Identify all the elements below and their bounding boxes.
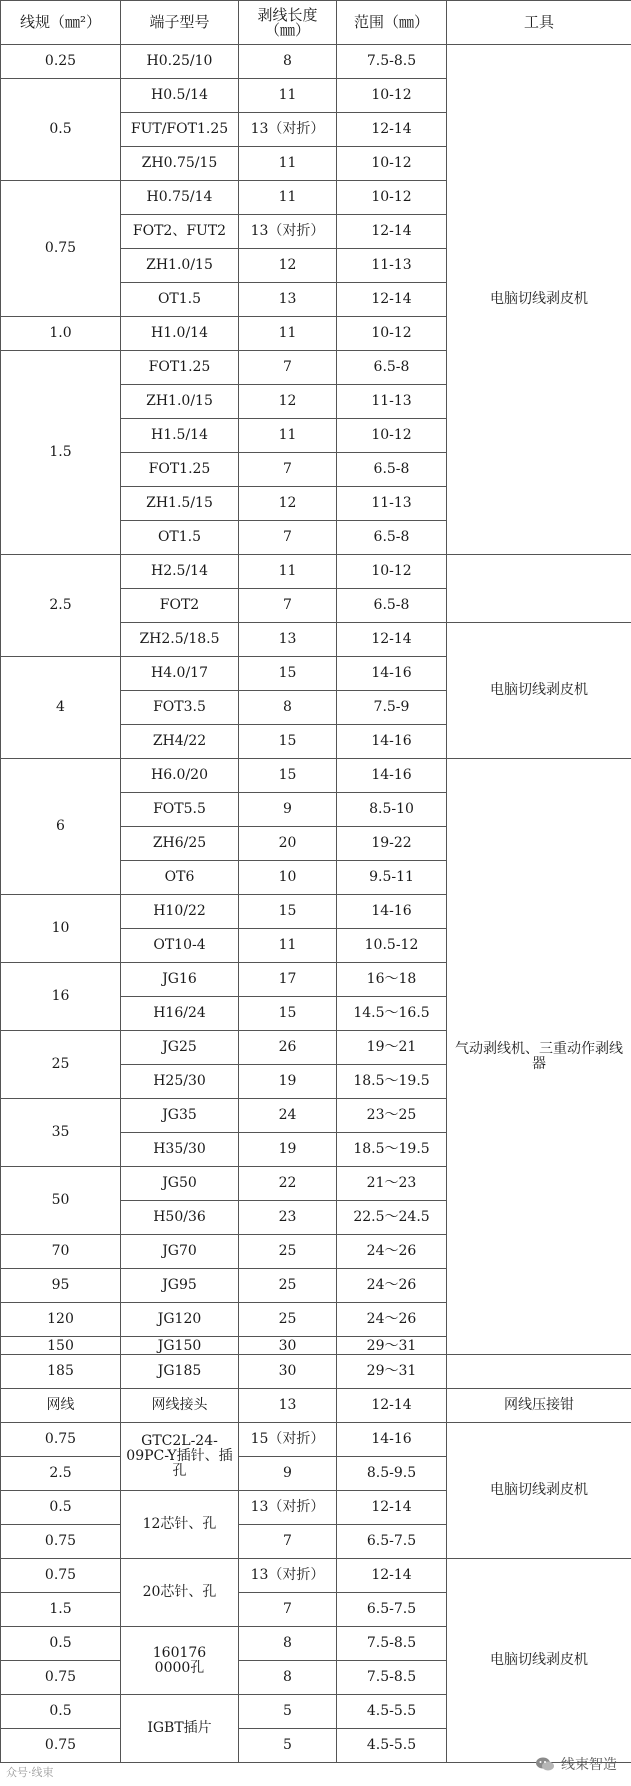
- length-cell: 8: [239, 1627, 337, 1661]
- length-cell: 11: [239, 79, 337, 113]
- length-cell: 30: [239, 1337, 337, 1355]
- header-tool: 工具: [447, 1, 631, 45]
- range-cell: 10-12: [337, 555, 447, 589]
- length-cell: 26: [239, 1031, 337, 1065]
- terminal-cell: ZH0.75/15: [121, 147, 239, 181]
- terminal-cell: FUT/FOT1.25: [121, 113, 239, 147]
- range-cell: 19-22: [337, 827, 447, 861]
- length-cell: 11: [239, 929, 337, 963]
- length-cell: 9: [239, 1457, 337, 1491]
- terminal-cell: OT10-4: [121, 929, 239, 963]
- length-cell: 5: [239, 1729, 337, 1763]
- range-cell: 10-12: [337, 147, 447, 181]
- gauge-cell: 70: [1, 1235, 121, 1269]
- length-cell: 17: [239, 963, 337, 997]
- table-row: [1, 1423, 631, 1457]
- gauge-cell: 1.5: [1, 1593, 121, 1627]
- range-cell: 8.5-10: [337, 793, 447, 827]
- range-cell: 10-12: [337, 181, 447, 215]
- gauge-cell: 0.75: [1, 1423, 121, 1457]
- terminal-cell: 网线接头: [121, 1389, 239, 1423]
- length-cell: 8: [239, 691, 337, 725]
- terminal-cell: H50/36: [121, 1201, 239, 1235]
- length-cell: 7: [239, 351, 337, 385]
- length-cell: 8: [239, 1661, 337, 1695]
- length-cell: 19: [239, 1065, 337, 1099]
- watermark-left: 众号·线束: [6, 1766, 54, 1779]
- length-cell: 15: [239, 725, 337, 759]
- header-gauge: 线规（㎜²）: [1, 1, 121, 45]
- range-cell: 22.5～24.5: [337, 1201, 447, 1235]
- range-cell: 10-12: [337, 79, 447, 113]
- terminal-cell: FOT2: [121, 589, 239, 623]
- gauge-cell: 0.75: [1, 1559, 121, 1593]
- header-strip-length: 剥线长度（㎜）: [239, 1, 337, 45]
- terminal-cell: ZH6/25: [121, 827, 239, 861]
- range-cell: 6.5-8: [337, 453, 447, 487]
- terminal-cell: JG185: [121, 1355, 239, 1389]
- range-cell: 14-16: [337, 759, 447, 793]
- gauge-cell: 120: [1, 1303, 121, 1337]
- terminal-cell: H10/22: [121, 895, 239, 929]
- terminal-cell: JG16: [121, 963, 239, 997]
- gauge-cell: 0.75: [1, 1525, 121, 1559]
- range-cell: 4.5-5.5: [337, 1695, 447, 1729]
- gauge-cell: 10: [1, 895, 121, 963]
- range-cell: 6.5-8: [337, 589, 447, 623]
- length-cell: 25: [239, 1303, 337, 1337]
- table-header-row: [1, 1, 631, 45]
- range-cell: 11-13: [337, 385, 447, 419]
- range-cell: 7.5-8.5: [337, 1661, 447, 1695]
- range-cell: 11-13: [337, 249, 447, 283]
- terminal-cell: H0.75/14: [121, 181, 239, 215]
- range-cell: 21～23: [337, 1167, 447, 1201]
- range-cell: 24～26: [337, 1303, 447, 1337]
- range-cell: 7.5-8.5: [337, 45, 447, 79]
- terminal-cell: 20芯针、孔: [121, 1559, 239, 1627]
- range-cell: 12-14: [337, 1389, 447, 1423]
- terminal-cell: JG120: [121, 1303, 239, 1337]
- range-cell: 14-16: [337, 657, 447, 691]
- range-cell: 7.5-8.5: [337, 1627, 447, 1661]
- length-cell: 15: [239, 895, 337, 929]
- length-cell: 12: [239, 385, 337, 419]
- terminal-cell: H4.0/17: [121, 657, 239, 691]
- terminal-cell: H1.0/14: [121, 317, 239, 351]
- range-cell: 4.5-5.5: [337, 1729, 447, 1763]
- terminal-cell: GTC2L-24-09PC-Y插针、插孔: [121, 1423, 239, 1491]
- length-cell: 7: [239, 589, 337, 623]
- terminal-cell: JG25: [121, 1031, 239, 1065]
- length-cell: 9: [239, 793, 337, 827]
- terminal-cell: OT6: [121, 861, 239, 895]
- range-cell: 29～31: [337, 1337, 447, 1355]
- range-cell: 12-14: [337, 623, 447, 657]
- terminal-cell: ZH1.0/15: [121, 385, 239, 419]
- length-cell: 13（对折）: [239, 1491, 337, 1525]
- length-cell: 30: [239, 1355, 337, 1389]
- terminal-cell: H35/30: [121, 1133, 239, 1167]
- range-cell: 18.5～19.5: [337, 1065, 447, 1099]
- range-cell: 7.5-9: [337, 691, 447, 725]
- range-cell: 18.5～19.5: [337, 1133, 447, 1167]
- length-cell: 15: [239, 657, 337, 691]
- length-cell: 7: [239, 1593, 337, 1627]
- terminal-cell: H25/30: [121, 1065, 239, 1099]
- watermark-text: 线束智造: [561, 1757, 617, 1773]
- range-cell: 14-16: [337, 725, 447, 759]
- range-cell: 24～26: [337, 1235, 447, 1269]
- terminal-cell: OT1.5: [121, 521, 239, 555]
- gauge-cell: 95: [1, 1269, 121, 1303]
- range-cell: 29～31: [337, 1355, 447, 1389]
- length-cell: 13（对折）: [239, 113, 337, 147]
- table-row: [1, 1355, 631, 1389]
- terminal-cell: H6.0/20: [121, 759, 239, 793]
- terminal-cell: FOT3.5: [121, 691, 239, 725]
- tool-cell: 电脑切线剥皮机: [447, 623, 631, 759]
- length-cell: 12: [239, 249, 337, 283]
- length-cell: 11: [239, 181, 337, 215]
- range-cell: 9.5-11: [337, 861, 447, 895]
- header-range: 范围（㎜）: [337, 1, 447, 45]
- length-cell: 20: [239, 827, 337, 861]
- length-cell: 7: [239, 1525, 337, 1559]
- range-cell: 10.5-12: [337, 929, 447, 963]
- header-terminal: 端子型号: [121, 1, 239, 45]
- terminal-cell: JG95: [121, 1269, 239, 1303]
- gauge-cell: 网线: [1, 1389, 121, 1423]
- length-cell: 11: [239, 147, 337, 181]
- tool-cell: 气动剥线机、三重动作剥线器: [447, 759, 631, 1355]
- length-cell: 11: [239, 317, 337, 351]
- range-cell: 6.5-7.5: [337, 1525, 447, 1559]
- range-cell: 8.5-9.5: [337, 1457, 447, 1491]
- terminal-cell: FOT2、FUT2: [121, 215, 239, 249]
- length-cell: 22: [239, 1167, 337, 1201]
- length-cell: 13（对折）: [239, 215, 337, 249]
- length-cell: 13: [239, 623, 337, 657]
- length-cell: 7: [239, 521, 337, 555]
- range-cell: 12-14: [337, 113, 447, 147]
- range-cell: 12-14: [337, 283, 447, 317]
- terminal-cell: H0.25/10: [121, 45, 239, 79]
- gauge-cell: 0.75: [1, 1661, 121, 1695]
- range-cell: 12-14: [337, 1559, 447, 1593]
- terminal-cell: JG50: [121, 1167, 239, 1201]
- range-cell: 12-14: [337, 215, 447, 249]
- tool-cell: 网线压接钳: [447, 1389, 631, 1423]
- terminal-cell: 12芯针、孔: [121, 1491, 239, 1559]
- terminal-cell: ZH1.0/15: [121, 249, 239, 283]
- length-cell: 23: [239, 1201, 337, 1235]
- range-cell: 6.5-8: [337, 521, 447, 555]
- gauge-cell: 0.5: [1, 79, 121, 181]
- length-cell: 5: [239, 1695, 337, 1729]
- gauge-cell: 0.25: [1, 45, 121, 79]
- gauge-cell: 0.75: [1, 1729, 121, 1763]
- gauge-cell: 185: [1, 1355, 121, 1389]
- terminal-cell: ZH1.5/15: [121, 487, 239, 521]
- table-row: [1, 45, 631, 79]
- length-cell: 7: [239, 453, 337, 487]
- length-cell: 15: [239, 759, 337, 793]
- range-cell: 14-16: [337, 1423, 447, 1457]
- range-cell: 11-13: [337, 487, 447, 521]
- gauge-cell: 2.5: [1, 1457, 121, 1491]
- gauge-cell: 0.75: [1, 181, 121, 317]
- gauge-cell: 0.5: [1, 1627, 121, 1661]
- length-cell: 15: [239, 997, 337, 1031]
- terminal-cell: FOT1.25: [121, 453, 239, 487]
- terminal-cell: OT1.5: [121, 283, 239, 317]
- table-row: [1, 1559, 631, 1593]
- gauge-cell: 25: [1, 1031, 121, 1099]
- gauge-cell: 150: [1, 1337, 121, 1355]
- range-cell: 14.5～16.5: [337, 997, 447, 1031]
- terminal-cell: H1.5/14: [121, 419, 239, 453]
- gauge-cell: 2.5: [1, 555, 121, 657]
- terminal-cell: H16/24: [121, 997, 239, 1031]
- range-cell: 14-16: [337, 895, 447, 929]
- range-cell: 6.5-8: [337, 351, 447, 385]
- range-cell: 23～25: [337, 1099, 447, 1133]
- length-cell: 25: [239, 1269, 337, 1303]
- length-cell: 19: [239, 1133, 337, 1167]
- tool-cell: 电脑切线剥皮机: [447, 45, 631, 555]
- range-cell: 6.5-7.5: [337, 1593, 447, 1627]
- terminal-cell: ZH4/22: [121, 725, 239, 759]
- table-row: [1, 759, 631, 793]
- terminal-cell: JG70: [121, 1235, 239, 1269]
- length-cell: 24: [239, 1099, 337, 1133]
- terminal-cell: JG35: [121, 1099, 239, 1133]
- terminal-cell: FOT5.5: [121, 793, 239, 827]
- terminal-cell: IGBT插片: [121, 1695, 239, 1763]
- length-cell: 8: [239, 45, 337, 79]
- watermark: [535, 1754, 617, 1774]
- table-row: [1, 1389, 631, 1423]
- wechat-icon: [535, 1756, 555, 1772]
- range-cell: 10-12: [337, 317, 447, 351]
- length-cell: 13: [239, 1389, 337, 1423]
- length-cell: 12: [239, 487, 337, 521]
- range-cell: 24～26: [337, 1269, 447, 1303]
- length-cell: 13: [239, 283, 337, 317]
- gauge-cell: 35: [1, 1099, 121, 1167]
- length-cell: 25: [239, 1235, 337, 1269]
- length-cell: 11: [239, 555, 337, 589]
- range-cell: 16～18: [337, 963, 447, 997]
- gauge-cell: 0.5: [1, 1695, 121, 1729]
- gauge-cell: 1.5: [1, 351, 121, 555]
- terminal-cell: ZH2.5/18.5: [121, 623, 239, 657]
- range-cell: 10-12: [337, 419, 447, 453]
- terminal-cell: H2.5/14: [121, 555, 239, 589]
- length-cell: 10: [239, 861, 337, 895]
- tool-cell: [447, 1355, 631, 1389]
- gauge-cell: 1.0: [1, 317, 121, 351]
- length-cell: 11: [239, 419, 337, 453]
- table-row: [1, 555, 631, 589]
- gauge-cell: 4: [1, 657, 121, 759]
- terminal-cell: JG150: [121, 1337, 239, 1355]
- range-cell: 12-14: [337, 1491, 447, 1525]
- terminal-cell: 1601760000孔: [121, 1627, 239, 1695]
- gauge-cell: 50: [1, 1167, 121, 1235]
- terminal-cell: H0.5/14: [121, 79, 239, 113]
- gauge-cell: 0.5: [1, 1491, 121, 1525]
- tool-cell: 电脑切线剥皮机: [447, 1423, 631, 1559]
- range-cell: 19～21: [337, 1031, 447, 1065]
- gauge-cell: 6: [1, 759, 121, 895]
- tool-cell: 电脑切线剥皮机: [447, 1559, 631, 1763]
- length-cell: 15（对折）: [239, 1423, 337, 1457]
- length-cell: 13（对折）: [239, 1559, 337, 1593]
- gauge-cell: 16: [1, 963, 121, 1031]
- terminal-cell: FOT1.25: [121, 351, 239, 385]
